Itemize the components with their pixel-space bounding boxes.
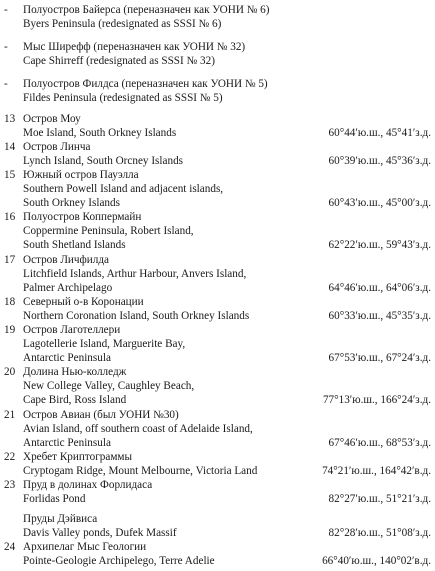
list-item — [0, 168, 435, 210]
entry-name-ru: Южный остров Пауэлла — [23, 168, 139, 181]
entry-name-en: Davis Valley ponds, Dufek Massif — [23, 527, 177, 540]
entry-coordinates: 67°53′ю.ш., 67°24′з.д. — [328, 352, 431, 365]
list-item — [0, 512, 435, 540]
list-item — [0, 295, 435, 323]
entry-coordinates: 82°27′ю.ш., 51°21′з.д. — [328, 493, 431, 506]
entry-name-en: South Orkney Islands — [23, 197, 120, 210]
entry-number: 24 — [4, 541, 16, 554]
list-item — [0, 140, 435, 168]
entry-name-ru: Пруды Дэйвиса — [23, 513, 98, 526]
entry-name-en: Cryptogam Ridge, Mount Melbourne, Victoria Land — [23, 464, 258, 477]
entry-name-ru: Пруд в долинах Форлидаса — [23, 479, 153, 491]
entry-name-ru: Остров Авиан (был УОНИ №30) — [23, 408, 179, 421]
entry-name-ru: Хребет Криптограммы — [23, 450, 133, 463]
entry-number: 18 — [4, 295, 16, 308]
entry-name-en: Northern Coronation Island, South Orkney Islands — [23, 309, 250, 322]
entry-coordinates: 67°46′ю.ш., 68°53′з.д. — [328, 436, 431, 449]
entry-name-ru: Мыс Ширефф (переназначен как УОНИ № 32) — [23, 41, 246, 54]
entry-number: 23 — [4, 479, 16, 491]
entry-name-en: Cape Shirreff (redesignated as SSSI № 32) — [23, 55, 215, 68]
entry-number: 15 — [4, 168, 16, 181]
entry-name-en: Antarctic Peninsula — [23, 436, 111, 449]
list-item — [0, 365, 435, 407]
entry-number: - — [4, 4, 8, 16]
entry-coordinates: 82°28′ю.ш., 51°08′з.д. — [328, 527, 431, 540]
entry-number: 17 — [4, 253, 16, 266]
entry-coordinates: 74°21′ю.ш., 164°42′в.д. — [322, 464, 431, 477]
entry-number: - — [4, 78, 8, 91]
entry-name-ru: Долина Нью-колледж — [23, 366, 127, 379]
entry-name-ru: Остров Моу — [23, 112, 81, 125]
entry-coordinates: 60°39′ю.ш., 45°36′з.д. — [328, 154, 431, 167]
entry-name-en: Lagotellerie Island, Marguerite Bay, — [23, 338, 186, 351]
entry-name-en: Southern Powell Island and adjacent islands, — [23, 183, 224, 196]
list-item — [0, 3, 435, 31]
entry-name-en: Cape Bird, Ross Island — [23, 394, 127, 407]
entry-number: 20 — [4, 366, 16, 379]
entry-name-en: Moe Island, South Orkney Islands — [23, 126, 177, 139]
entry-number: 14 — [4, 140, 16, 153]
entry-coordinates: 62°22′ю.ш., 59°43′з.д. — [328, 239, 431, 252]
entry-name-en: South Shetland Islands — [23, 239, 126, 252]
entry-name-en: Litchfield Islands, Arthur Harbour, Anvers Island, — [23, 267, 247, 280]
entry-name-en: Coppermine Peninsula, Robert Island, — [23, 225, 194, 238]
list-item — [0, 253, 435, 295]
entry-name-en: Pointe-Geologie Archipelego, Terre Adelie — [23, 555, 215, 568]
entry-coordinates: 60°43′ю.ш., 45°00′з.д. — [328, 197, 431, 210]
entry-number: - — [4, 41, 8, 54]
entry-coordinates: 77°13′ю.ш., 166°24′з.д. — [322, 394, 431, 407]
entry-name-en: Lynch Island, South Orcney Islands — [23, 154, 184, 167]
entry-name-ru: Северный о-в Коронации — [23, 295, 144, 308]
entry-name-en: Palmer Archipelago — [23, 281, 113, 294]
entry-name-ru: Остров Лаготеллери — [23, 323, 121, 336]
entry-coordinates: 60°44′ю.ш., 45°41′з.д. — [328, 126, 431, 139]
entry-name-en: Fildes Peninsula (redesignated as SSSI № 5) — [23, 92, 223, 105]
entry-name-ru: Полуостров Байерса (переназначен как УОНИ № 6) — [23, 4, 270, 16]
list-item — [0, 112, 435, 140]
list-item — [0, 408, 435, 450]
entry-number: 22 — [4, 450, 16, 463]
entry-name-en: Antarctic Peninsula — [23, 352, 111, 365]
entry-name-en: Forlidas Pond — [23, 493, 86, 506]
entry-name-ru: Полуостров Филдса (переназначен как УОНИ № 5) — [23, 78, 268, 91]
entry-name-en: New College Valley, Caughley Beach, — [23, 380, 195, 393]
list-item — [0, 210, 435, 252]
entry-name-ru: Полуостров Коппермайн — [23, 211, 142, 224]
entry-name-ru: Архипелаг Мыс Геологии — [23, 541, 147, 554]
list-item — [0, 323, 435, 365]
list-item — [0, 40, 435, 68]
list-item — [0, 478, 435, 506]
list-item — [0, 540, 435, 568]
entry-coordinates: 60°33′ю.ш., 45°35′з.д. — [328, 309, 431, 322]
entry-name-ru: Остров Личфилда — [23, 253, 110, 266]
entry-coordinates: 66°40′ю.ш., 140°02′в.д. — [322, 555, 431, 568]
entry-name-en: Avian Island, off southern coast of Adelaide Island, — [23, 422, 253, 435]
entry-name-en: Byers Peninsula (redesignated as SSSI № 6) — [23, 18, 222, 31]
entry-number: 19 — [4, 323, 16, 336]
entry-number: 16 — [4, 211, 16, 224]
entry-number: 21 — [4, 408, 16, 421]
entry-number: 13 — [4, 112, 16, 125]
list-item — [0, 450, 435, 478]
entry-coordinates: 64°46′ю.ш., 64°06′з.д. — [328, 281, 431, 294]
list-item — [0, 77, 435, 105]
entry-name-ru: Остров Линча — [23, 140, 91, 153]
